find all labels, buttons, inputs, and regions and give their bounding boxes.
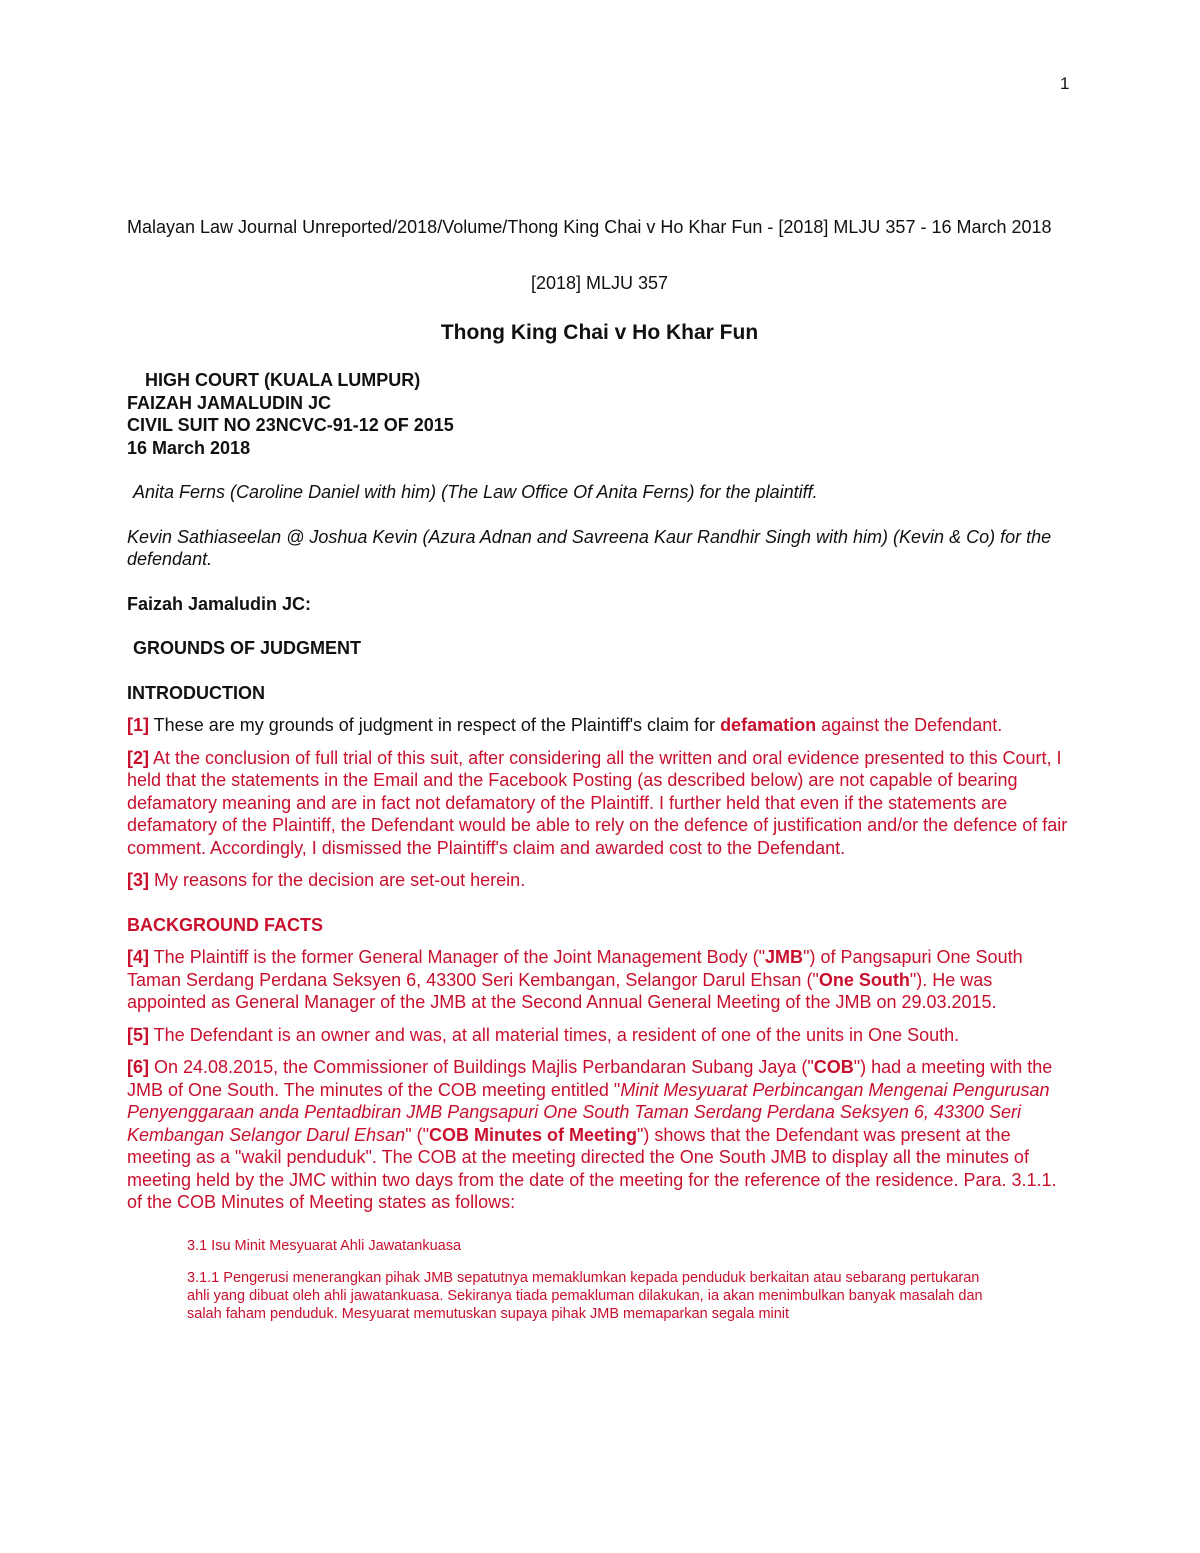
counsel-plaintiff: Anita Ferns (Caroline Daniel with him) (The Law Office Of Anita Ferns) for the plaintiff. [133,482,818,502]
judge-heading: Faizah Jamaludin JC: [127,593,312,614]
suit-number: CIVIL SUIT NO 23NCVC-91-12 OF 2015 [127,415,454,435]
page-number: 1 [1060,74,1070,93]
paragraph-1: [1] These are my grounds of judgment in respect of the Plaintiff's claim for defamation against the Defendant. [127,715,1003,735]
court-name: HIGH COURT (KUALA LUMPUR) [145,370,421,390]
background-heading: BACKGROUND FACTS [127,914,323,935]
judgment-date: 16 March 2018 [127,437,251,458]
paragraph-number: [2] [127,747,149,768]
paragraph-3: [3] My reasons for the decision are set-out herein. [127,870,526,890]
paragraph-number: [6] [127,1057,149,1077]
quote-heading: 3.1 Isu Minit Mesyuarat Ahli Jawatankuasa [187,1237,462,1254]
counsel-defendant: Kevin Sathiaseelan @ Joshua Kevin (Azura Adnan and Savreena Kaur Randhir Singh with him) (Kevin & Co) for the defendant. [127,526,1052,569]
court-block [127,369,1072,459]
paragraph-number: [4] [127,947,149,967]
paragraph-number: [5] [127,1024,149,1045]
judge-name: FAIZAH JAMALUDIN JC [127,392,332,413]
paragraph-number: [3] [127,870,149,890]
case-title: Thong King Chai v Ho Khar Fun [440,321,759,344]
citation-line: Malayan Law Journal Unreported/2018/Volume/Thong King Chai v Ho Khar Fun - [2018] MLJU 357 - 16 March 2018 [127,217,1052,237]
grounds-heading: GROUNDS OF JUDGMENT [133,638,362,658]
paragraph-4: [4] The Plaintiff is the former General Manager of the Joint Management Body ("JMB") of Pangsapuri One South Taman Serdang Perdana Seksyen 6, 43300 Seri Kembangan, Selangor Darul Ehsan ("One South"). He was appointed as General Manager of the JMB at the Second Annual General Meeting of the JMB on 29.03.2015. [127,947,1023,1012]
document-body [127,216,1072,1323]
paragraph-number: [1] [127,715,149,735]
paragraph-2: [2] At the conclusion of full trial of this suit, after considering all the written and oral evidence presented to this Court, I held that the statements in the Email and the Facebook Posting (as described below) are not capable of bearing defamatory meaning and are in fact not defamatory of the Plaintiff. I further held that even if the statements are defamatory of the Plaintiff, the Defendant would be able to rely on the defence of justification and/or the defence of fair comment. Accordingly, I dismissed the Plaintiff's claim and awarded cost to the Defendant. [127,747,1068,858]
introduction-heading: INTRODUCTION [127,682,265,703]
paragraph-6: [6] On 24.08.2015, the Commissioner of Buildings Majlis Perbandaran Subang Jaya ("COB") had a meeting with the JMB of One South. The minutes of the COB meeting entitled "Minit Mesyuarat Perbincangan Mengenai Pengurusan Penyenggaraan anda Pentadbiran JMB Pangsapuri One South Taman Serdang Perdana Seksyen 6, 43300 Seri Kembangan Selangor Darul Ehsan" ("COB Minutes of Meeting") shows that the Defendant was present at the meeting as a "wakil penduduk". The COB at the meeting directed the One South JMB to display all the minutes of meeting held by the JMC within two days from the date of the meeting for the reference of the residence. Para. 3.1.1. of the COB Minutes of Meeting states as follows: [127,1057,1057,1212]
quoted-minutes [127,1237,1072,1323]
paragraph-5: [5] The Defendant is an owner and was, at all material times, a resident of one of the units in One South. [127,1024,960,1045]
quote-body: 3.1.1 Pengerusi menerangkan pihak JMB sepatutnya memaklumkan kepada penduduk berkaitan atau sebarang pertukaran ahli yang dibuat oleh ahli jawatankuasa. Sekiranya tiada pemakluman dilakukan, ia akan menimbulkan banyak masalah dan salah faham penduduk. Mesyuarat memutuskan supaya pihak JMB memaparkan segala minit [187,1269,983,1322]
case-reference: [2018] MLJU 357 [530,272,669,293]
